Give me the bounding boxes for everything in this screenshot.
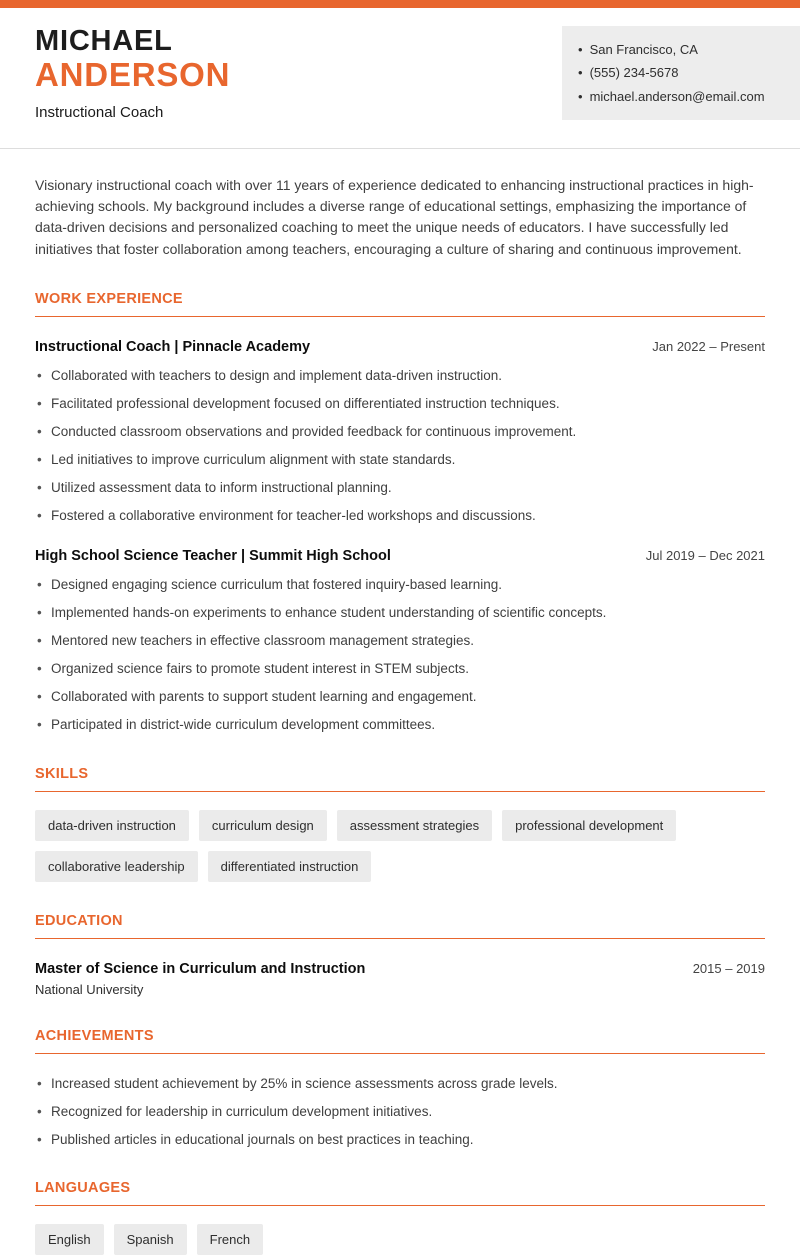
skills-tag-list [35,810,765,882]
bullet-item: • Participated in district-wide curriculum development committees. [35,715,765,735]
bullet-item: • Fostered a collaborative environment for teacher-led workshops and discussions. [35,506,765,526]
profession-title: Instructional Coach [35,103,164,121]
bullet-item: • Implemented hands-on experiments to enhance student understanding of scientific concepts. [35,603,765,623]
job-header [35,339,765,355]
section-languages [35,1180,765,1255]
contact-box [562,26,800,120]
skill-tag: differentiated instruction [208,851,372,882]
accent-top-bar [0,0,800,8]
bullet-icon: • [578,42,583,57]
summary-paragraph: Visionary instructional coach with over 11 years of experience dedicated to enhancing instructional practices in high-achieving schools. My background includes a diverse range of educational settings, emphasizing the importance of data-driven decisions and personalized coaching to meet the unique needs of educators. I have successfully led initiatives that foster collaboration among teachers, encouraging a culture of sharing and continuous improvement. [35,176,754,257]
bullet-item: • Utilized assessment data to inform instructional planning. [35,478,765,498]
bullet-item: • Designed engaging science curriculum that fostered inquiry-based learning. [35,575,765,595]
contact-phone-text: (555) 234-5678 [589,65,679,81]
bullet-item: • Mentored new teachers in effective classroom management strategies. [35,631,765,651]
language-tag: Spanish [114,1224,187,1255]
bullet-item: • Increased student achievement by 25% in science assessments across grade levels. [35,1074,765,1094]
bullet-item: • Published articles in educational journals on best practices in teaching. [35,1130,765,1150]
language-tag: English [35,1224,104,1255]
skill-tag: assessment strategies [337,810,492,841]
bullet-item: • Facilitated professional development focused on differentiated instruction techniques. [35,394,765,414]
contact-location [578,38,784,61]
skill-tag: curriculum design [199,810,327,841]
bullet-icon: • [578,88,583,104]
job-entry [35,548,765,735]
school-name: National University [35,981,144,997]
job-entry [35,339,765,526]
contact-email [578,85,784,108]
section-heading-achievements: ACHIEVEMENTS [35,1028,765,1054]
resume-header [0,8,800,121]
bullet-item: • Organized science fairs to promote student interest in STEM subjects. [35,659,765,679]
bullet-item: • Collaborated with teachers to design and implement data-driven instruction. [35,366,765,386]
section-education [35,913,765,997]
name-block [35,26,230,121]
section-heading-education: EDUCATION [35,913,765,939]
job-dates: Jul 2019 – Dec 2021 [645,547,765,563]
bullet-item: • Collaborated with parents to support student learning and engagement. [35,687,765,707]
section-heading-work: WORK EXPERIENCE [35,291,765,317]
languages-tag-list [35,1224,765,1255]
bullet-icon: • [578,65,583,81]
language-tag: French [197,1224,263,1255]
job-title-company: High School Science Teacher | Summit High School [35,547,391,564]
header-divider [0,148,800,149]
job-bullet-list [35,366,765,526]
skill-tag: professional development [502,810,676,841]
achievements-bullet-list [35,1074,765,1150]
education-header [35,961,765,977]
contact-location-text: San Francisco, CA [589,42,698,57]
last-name: ANDERSON [35,56,231,94]
skill-tag: data-driven instruction [35,810,189,841]
section-work-experience [35,291,765,735]
bullet-item: • Conducted classroom observations and provided feedback for continuous improvement. [35,422,765,442]
section-skills [35,766,765,882]
job-bullet-list [35,575,765,735]
section-heading-skills: SKILLS [35,766,765,792]
job-header [35,548,765,564]
education-dates: 2015 – 2019 [692,960,765,976]
contact-phone [578,61,784,84]
first-name: MICHAEL [35,25,173,57]
section-achievements [35,1028,765,1150]
bullet-item: • Led initiatives to improve curriculum alignment with state standards. [35,450,765,470]
skill-tag: collaborative leadership [35,851,198,882]
job-title-company: Instructional Coach | Pinnacle Academy [35,339,311,355]
degree-title: Master of Science in Curriculum and Instruction [35,960,366,977]
job-dates: Jan 2022 – Present [652,339,765,354]
section-heading-languages: LANGUAGES [35,1180,765,1206]
resume-body [0,175,800,1255]
bullet-item: • Recognized for leadership in curriculum development initiatives. [35,1102,765,1122]
contact-email-text: michael.anderson@email.com [589,88,765,104]
